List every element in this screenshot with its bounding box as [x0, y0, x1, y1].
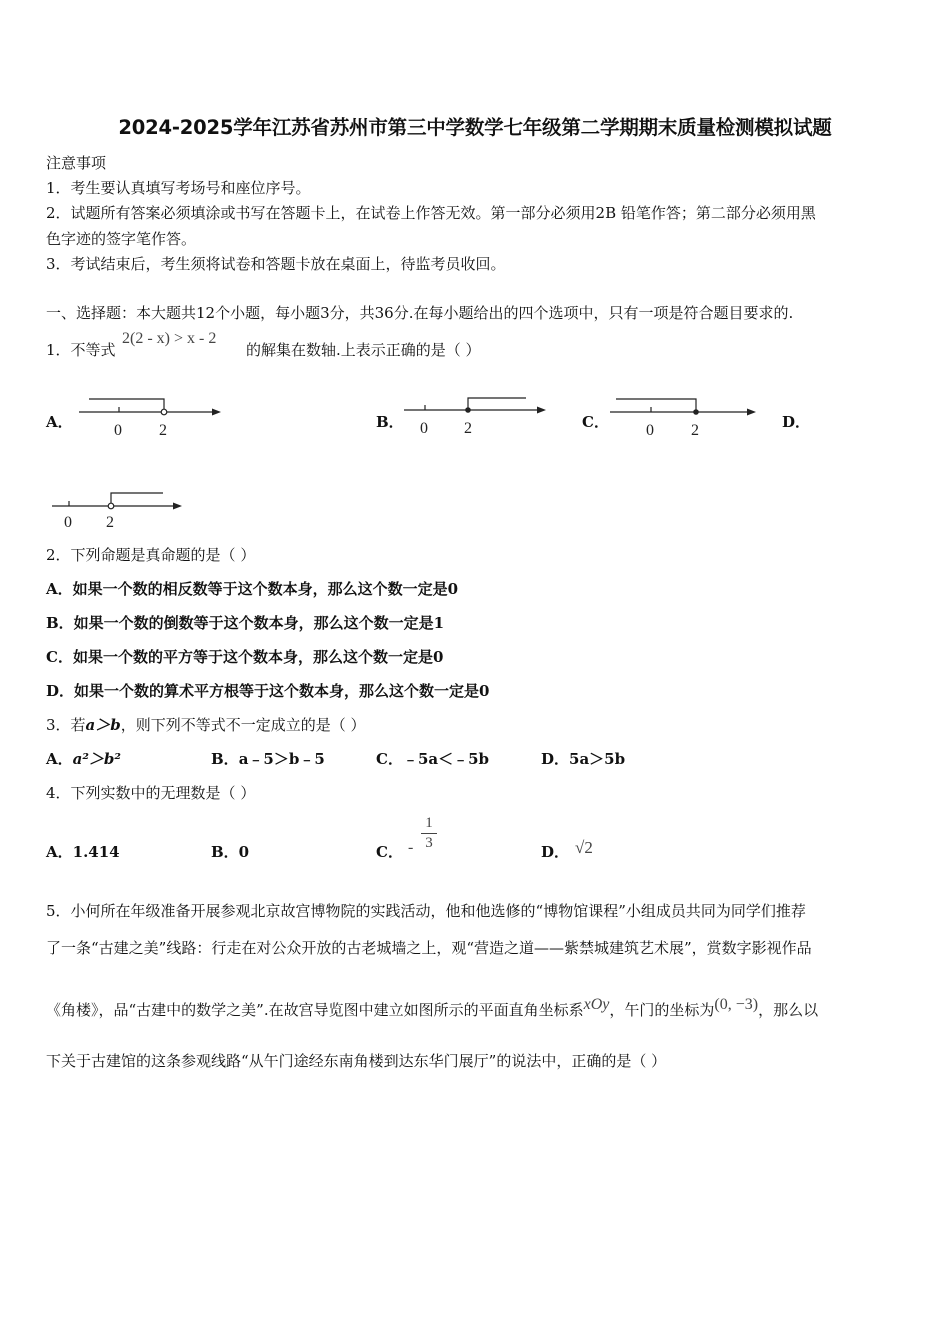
- tick-label: 2: [106, 514, 114, 531]
- tick-label: 2: [159, 422, 167, 439]
- q5-line: 5．小何所在年级准备开展参观北京故宫博物院的实践活动，他和他选修的“博物馆课程”小组成员共同为同学们推荐: [46, 902, 806, 920]
- q3-stem: [46, 714, 366, 735]
- fraction-numerator: 1: [425, 815, 433, 831]
- q1-option-a-numberline: [75, 393, 225, 441]
- notice-item: 2．试题所有答案必须填涂或书写在答题卡上，在试卷上作答无效。第一部分必须用2B 铅笔作答；第二部分必须用黑: [46, 204, 816, 222]
- q3-option-c: C．﹣5a＜﹣5b: [376, 750, 490, 768]
- q1-prefix: 1．不等式: [46, 341, 116, 359]
- notice-item: 1．考生要认真填写考场号和座位序号。: [46, 179, 311, 197]
- q2-option-b: B．如果一个数的倒数等于这个数本身，那么这个数一定是1: [46, 614, 445, 632]
- q3-option-b: B．a﹣5＞b﹣5: [211, 750, 325, 768]
- q1-option-b-label: B．: [376, 413, 404, 431]
- q2-option-a: A．如果一个数的相反数等于这个数本身，那么这个数一定是0: [46, 580, 459, 598]
- q1-suffix: 的解集在数轴.上表示正确的是（ ）: [246, 341, 481, 359]
- notice-heading: 注意事项: [46, 154, 107, 172]
- q1-formula: 2(2 - x) > x - 2: [122, 330, 217, 347]
- tick-label: 2: [691, 422, 699, 439]
- q1-option-b-numberline: [400, 393, 550, 441]
- q1-option-d-numberline: [48, 486, 193, 532]
- q4-option-d-math: √2: [575, 838, 593, 857]
- notice-item: 3．考试结束后，考生须将试卷和答题卡放在桌面上，待监考员收回。: [46, 255, 506, 273]
- tick-label: 0: [646, 422, 654, 439]
- q4-option-c-sign: -: [408, 839, 414, 856]
- q4-option-d-label: D．: [541, 843, 570, 861]
- tick-label: 0: [420, 420, 428, 437]
- notice-item: 色字迹的签字笔作答。: [46, 230, 197, 248]
- q1-option-d-label: D．: [782, 413, 811, 431]
- q3-stem-math: a＞b: [85, 716, 121, 734]
- q2-stem: 2．下列命题是真命题的是（ ）: [46, 546, 256, 564]
- section-heading: 一、选择题：本大题共12个小题，每小题3分，共36分.在每小题给出的四个选项中，只有一项是符合题目要求的.: [46, 304, 794, 322]
- tick-label: 0: [64, 514, 72, 531]
- q3-stem-pre: 3．若: [46, 716, 86, 734]
- q2-option-c: C．如果一个数的平方等于这个数本身，那么这个数一定是0: [46, 648, 444, 666]
- q3-option-a: A．a²＞b²: [46, 750, 121, 768]
- q1-option-c-numberline: [606, 393, 761, 441]
- q4-stem: 4．下列实数中的无理数是（ ）: [46, 784, 256, 802]
- q3-option-d: D．5a＞5b: [541, 750, 626, 768]
- q5-coordinate: (0, −3): [714, 996, 759, 1013]
- q5-line: 下关于古建馆的这条参观线路“从午门途经东南角楼到达东华门展厅”的说法中，正确的是（ ）: [46, 1052, 667, 1070]
- q5-coord-system: xOy: [583, 996, 610, 1013]
- q4-option-c-label: C．: [376, 843, 403, 861]
- page-title: 2024-2025学年江苏省苏州市第三中学数学七年级第二学期期末质量检测模拟试题: [118, 116, 832, 139]
- q1-option-c-label: C．: [582, 413, 609, 431]
- tick-label: 2: [464, 420, 472, 437]
- q4-option-b: B．0: [211, 843, 250, 861]
- q3-stem-post: ，则下列不等式不一定成立的是（ ）: [120, 716, 366, 734]
- q4-option-c-fraction: [421, 815, 437, 852]
- q4-option-a: A．1.414: [46, 843, 120, 861]
- fraction-denominator: 3: [425, 835, 433, 851]
- q5-line: 《角楼》，品“古建中的数学之美”.在故宫导览图中建立如图所示的平面直角坐标系xOy，午门的坐标为(0, −3)，那么以: [46, 996, 819, 1019]
- q5-line: 了一条“古建之美”线路：行走在对公众开放的古老城墙之上，观“营造之道——紫禁城建筑艺术展”，赏数字影视作品: [46, 939, 812, 957]
- tick-label: 0: [114, 422, 122, 439]
- q1-option-a-label: A．: [46, 413, 73, 431]
- q2-option-d: D．如果一个数的算术平方根等于这个数本身，那么这个数一定是0: [46, 682, 490, 700]
